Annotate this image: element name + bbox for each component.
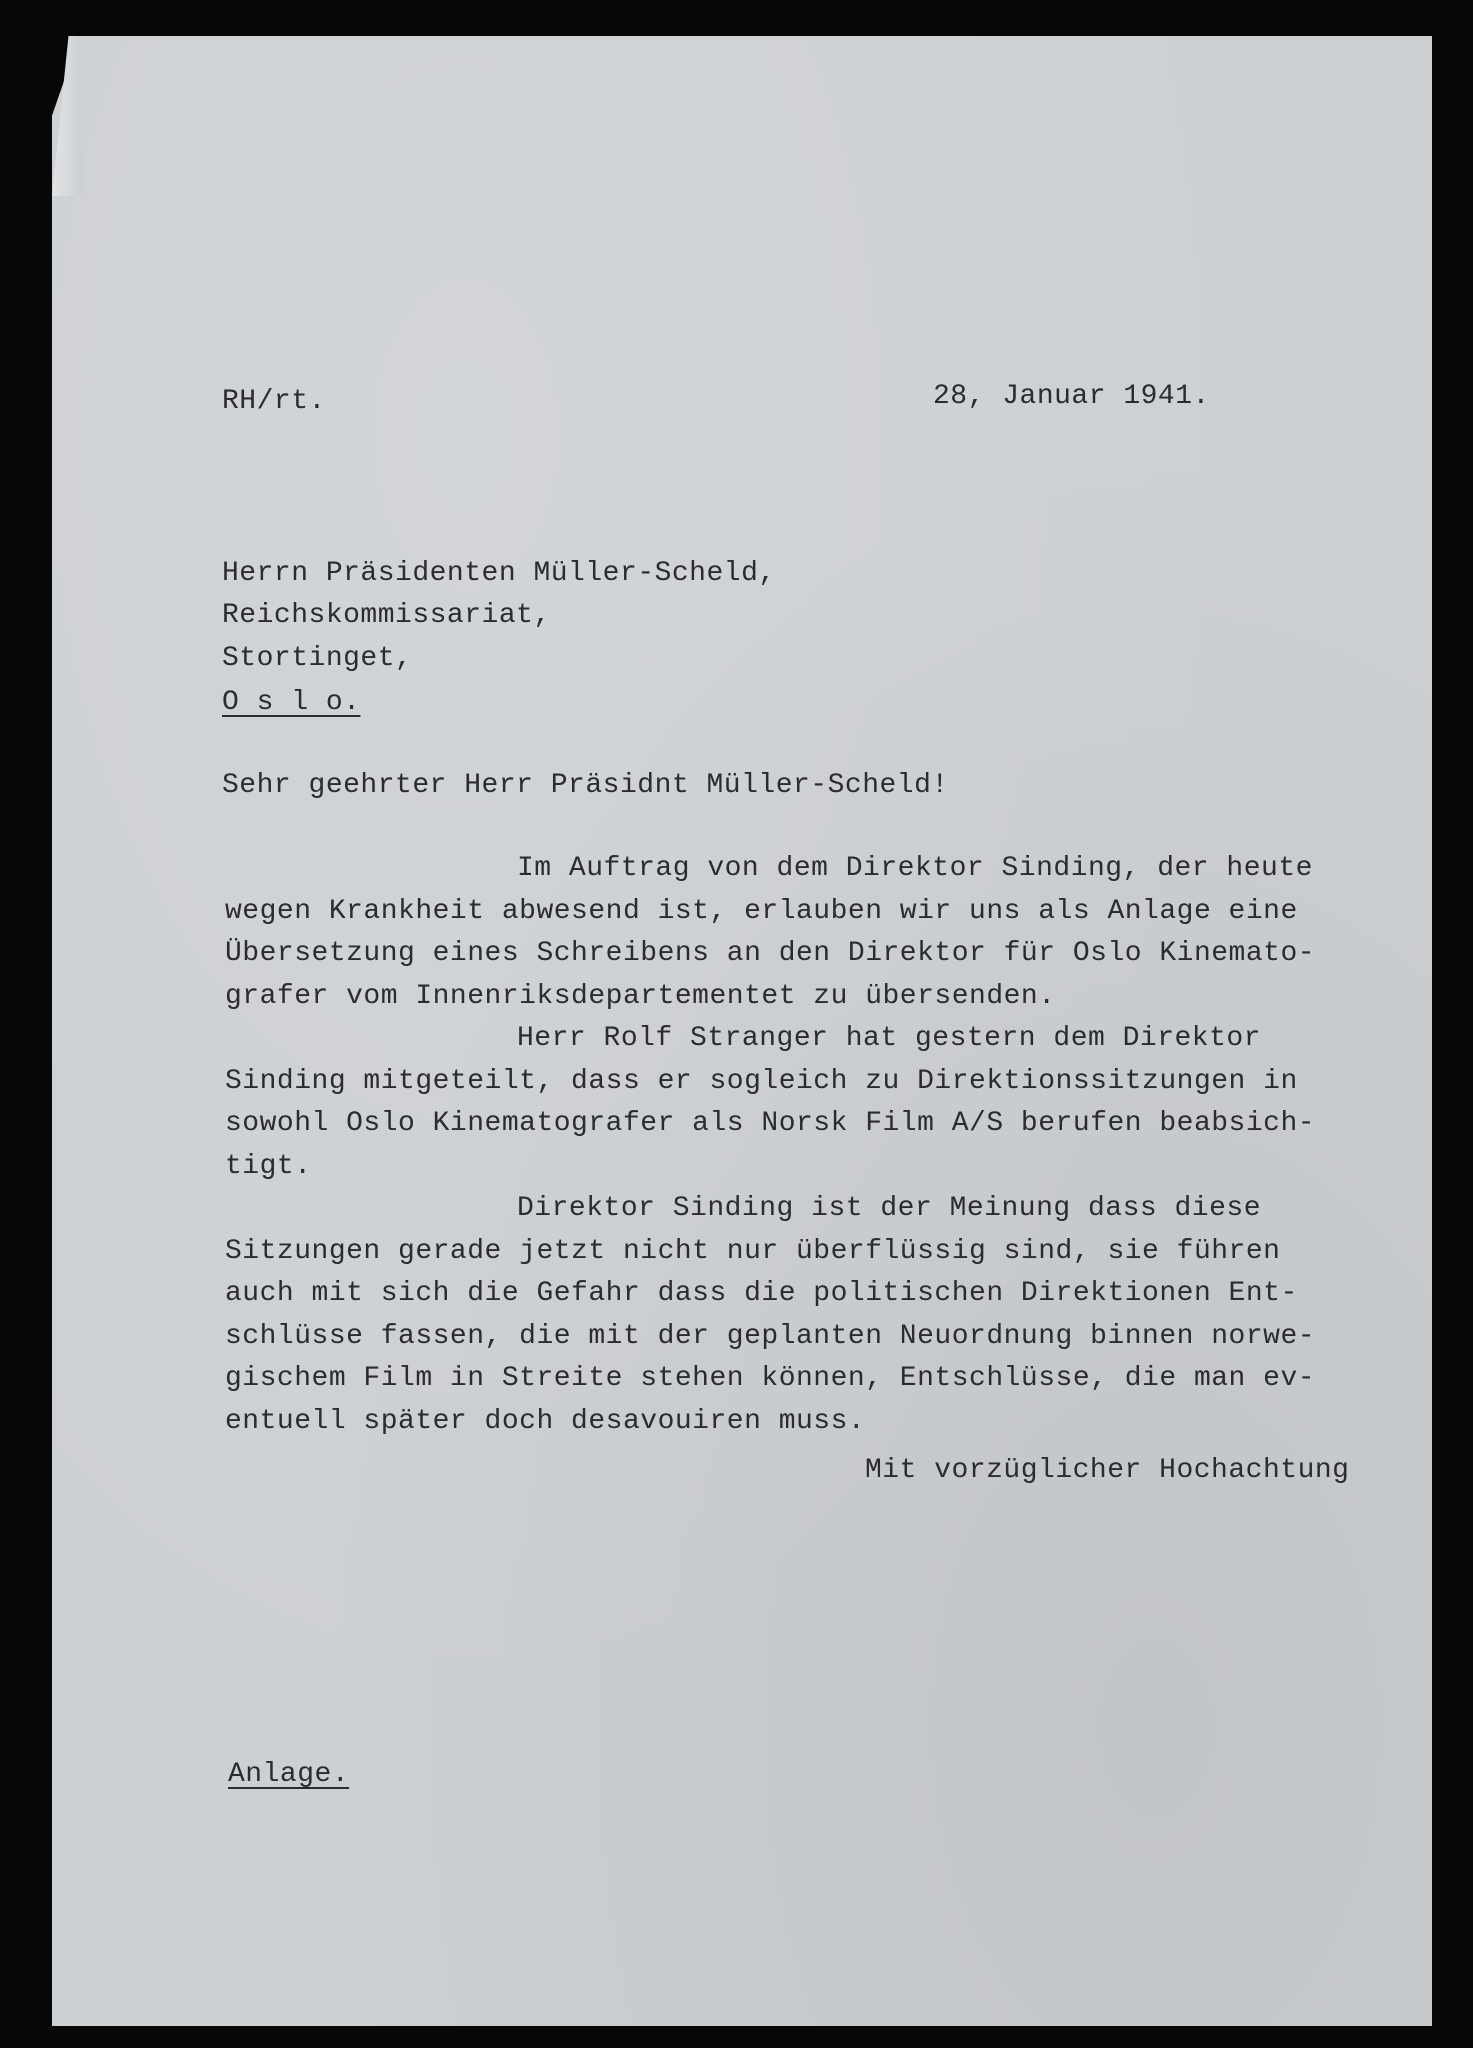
recipient-line-3: Stortinget,	[222, 643, 413, 674]
body-line: wegen Krankheit abwesend ist, erlauben wir uns als Anlage eine	[225, 895, 1298, 927]
recipient-line-1: Herrn Präsidenten Müller-Scheld,	[222, 558, 776, 589]
body-line: entuell später doch desavouiren muss.	[225, 1405, 866, 1437]
letter-body	[225, 848, 1325, 1443]
salutation: Sehr geehrter Herr Präsidnt Müller-Scheld!	[222, 770, 949, 801]
body-line: Herr Rolf Stranger hat gestern dem Direktor	[517, 1023, 1262, 1054]
reference-code: RH/rt.	[222, 386, 326, 417]
body-line: Im Auftrag von dem Direktor Sinding, der heute	[517, 853, 1313, 884]
recipient-line-2: Reichskommissariat,	[222, 600, 551, 631]
closing-phrase: Mit vorzüglicher Hochachtung	[865, 1455, 1350, 1486]
body-line: Übersetzung eines Schreibens an den Direktor für Oslo Kinemato-	[225, 938, 1316, 969]
recipient-city: O s l o.	[222, 687, 361, 718]
body-line: schlüsse fassen, die mit der geplanten Neuordnung binnen norwe-	[225, 1320, 1316, 1352]
body-line: grafer vom Innenriksdepartementet zu übersenden.	[225, 980, 1056, 1012]
body-line: Sinding mitgeteilt, dass er sogleich zu Direktionssitzungen in	[225, 1065, 1298, 1097]
letter-date: 28, Januar 1941.	[933, 381, 1210, 412]
body-line: auch mit sich die Gefahr dass die politischen Direktionen Ent-	[225, 1278, 1298, 1309]
body-line: tigt.	[225, 1150, 312, 1182]
body-line: Direktor Sinding ist der Meinung dass diese	[517, 1193, 1262, 1224]
body-line: gischem Film in Streite stehen können, Entschlüsse, die man ev-	[225, 1363, 1316, 1394]
body-line: Sitzungen gerade jetzt nicht nur überflüssig sind, sie führen	[225, 1235, 1281, 1267]
enclosure-note: Anlage.	[228, 1759, 350, 1790]
body-line: sowohl Oslo Kinematografer als Norsk Film A/S berufen beabsich-	[225, 1108, 1316, 1139]
